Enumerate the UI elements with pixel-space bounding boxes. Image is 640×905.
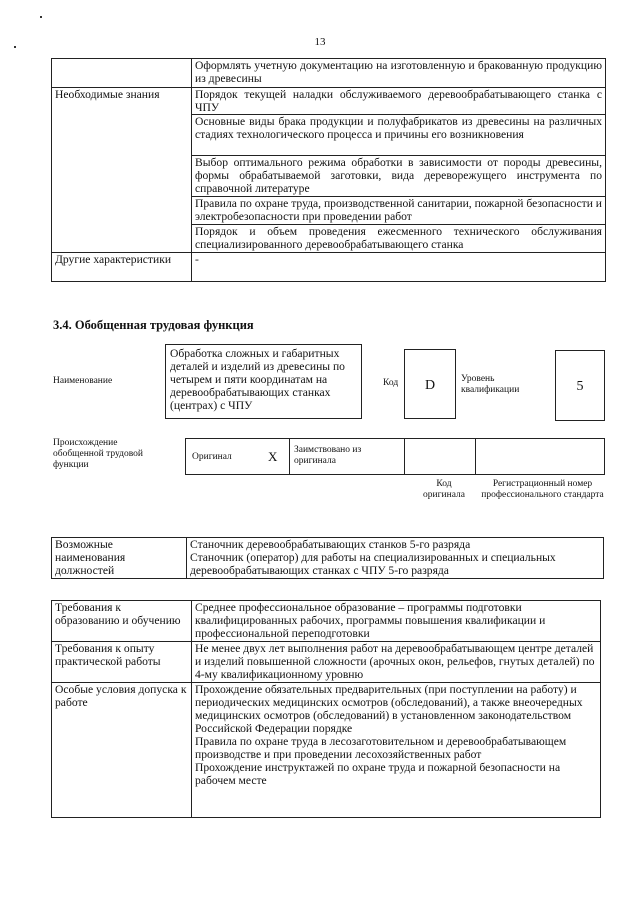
code-box [404,349,456,419]
original-mark: X [268,449,278,464]
knowledge-item: Правила по охране труда, производственной санитарии, пожарной безопасности и электробезопасности при проведении работ [192,197,606,225]
empty-cell [52,59,192,88]
knowledge-item: Выбор оптимального режима обработки в зависимости от породы древесины, формы обрабатываемой заготовки, вида дереворежущего инструмента по справочной литературе [192,156,606,197]
table-row [52,642,601,683]
special-item: Прохождение обязательных предварительных (при поступлении на работу) и периодических медицинских осмотров (обследований), а также внеочередных медицинских осмотров (обследований) в установленном законодательством Российской Федерации порядке [195,683,583,735]
level-value: 5 [576,379,584,394]
divider [404,439,405,474]
requirements-table [51,600,601,818]
requirement-value: Не менее двух лет выполнения работ на деревообрабатывающем центре деталей и изделий повышенной сложности (арочных окон, рельефов, гнутых деталей) по 4-му квалификационному уровню [192,642,601,683]
level-label: Уровень квалификации [461,374,520,395]
table-row [52,253,606,282]
other-value: - [192,253,606,282]
positions-values [187,538,604,579]
requirement-label: Требования к опыту практической работы [52,642,192,683]
knowledge-item: Порядок текущей наладки обслуживаемого деревообрабатывающего станка с ЧПУ [192,88,606,115]
table-row [52,538,604,579]
code-caption: Код оригинала [423,479,465,500]
scan-mark [40,16,42,18]
special-label: Особые условия допуска к работе [52,683,192,818]
requirement-value: Среднее профессиональное образование – программы подготовки квалифицированных рабочих, программы повышения квалификации и профессиональной переподготовки [192,601,601,642]
original-cell [186,439,290,474]
original-label: Оригинал [192,452,232,462]
requirement-label: Требования к образованию и обучению [52,601,192,642]
knowledge-table [51,58,606,282]
origin-row [185,438,605,475]
code-value: D [424,378,436,393]
borrowed-label: Заимствовано из оригинала [294,445,362,466]
origin-label: Происхождение обобщенной трудовой функции [53,438,143,470]
knowledge-item: Порядок и объем проведения ежесменного технического обслуживания специализированного деревообрабатывающего станка [192,225,606,253]
code-label: Код [383,378,399,388]
position-item: Станочник деревообрабатывающих станков 5-го разряда [190,538,471,551]
page-number: 13 [314,36,326,48]
table-row [52,683,601,818]
reg-caption: Регистрационный номер профессионального стандарта [481,479,604,500]
special-values [192,683,601,818]
knowledge-item: Основные виды брака продукции и полуфабрикатов из древесины на различных стадиях технологического процесса и причины его возникновения [192,115,606,156]
level-box [555,350,605,421]
section-title: 3.4. Обобщенная трудовая функция [53,318,254,332]
other-label: Другие характеристики [52,253,192,282]
knowledge-label: Необходимые знания [52,88,192,253]
divider [475,439,476,474]
name-label: Наименование [53,376,113,386]
table-row [52,601,601,642]
special-item: Прохождение инструктажей по охране труда и пожарной безопасности на рабочем месте [195,761,561,787]
function-name-box [165,344,362,419]
position-item: Станочник (оператор) для работы на специализированных и специальных деревообрабатывающих станках с ЧПУ 5-го разряда [190,551,556,577]
table-row [52,88,606,115]
positions-table [51,537,604,579]
special-item: Правила по охране труда в лесозаготовительном и деревообрабатывающем производстве и при проведении лесохозяйственных работ [195,735,567,761]
table-row [52,59,606,88]
table-cell: Оформлять учетную документацию на изготовленную и бракованную продукцию из древесины [192,59,606,88]
function-name: Обработка сложных и габаритных деталей и изделий из древесины по четырем и пяти координатам на деревообрабатывающих станках (центрах) с ЧПУ [170,347,345,412]
positions-label: Возможные наименования должностей [52,538,187,579]
